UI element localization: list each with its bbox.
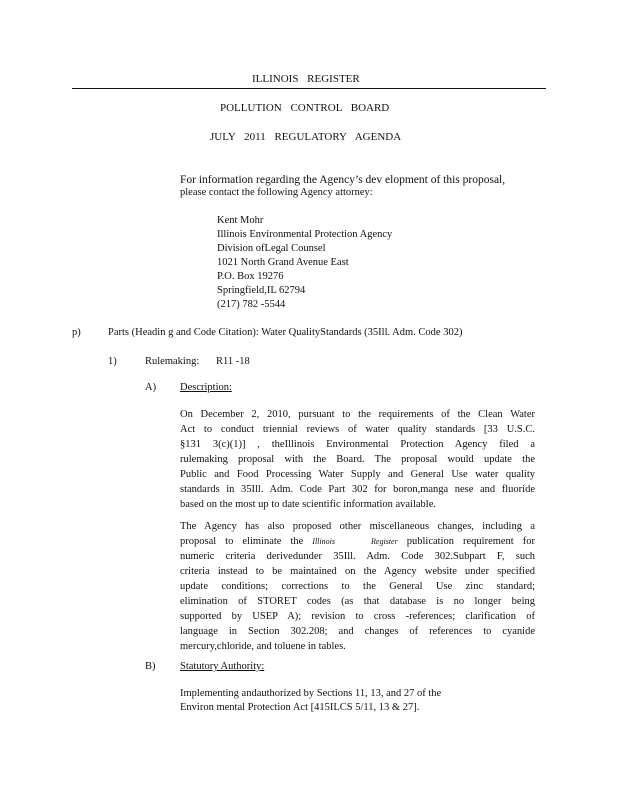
- paragraph-line: language in Section 302.208; and changes of references to cyanide: [180, 626, 535, 637]
- rulemaking-title: Rulemaking:: [145, 356, 200, 367]
- description-paragraph-1: [180, 407, 535, 512]
- paragraph-line: rulemaking proposal with the Board. The proposal would update the: [180, 454, 535, 465]
- paragraph-line: elimination of STORET codes (as that database is no longer being: [180, 596, 535, 607]
- paragraph-line: criteria instead to be maintained on the Agency website under specified: [180, 566, 535, 577]
- paragraph-line: mercury,chloride, and toluene in tables.: [180, 641, 346, 652]
- contact-po-box: P.O. Box 19276: [217, 271, 284, 282]
- paragraph-line: update conditions; corrections to the General Use zinc standard;: [180, 581, 535, 592]
- contact-intro-line-1: For information regarding the Agency’s dev elopment of this proposal,: [180, 174, 506, 186]
- italic-register: Register: [371, 537, 398, 546]
- contact-address-block: [217, 214, 392, 312]
- paragraph-line: numeric criteria derivedunder 35Ill. Adm. Code 302.Subpart F, such: [180, 551, 535, 562]
- paragraph-line: based on the most up to date scientific information available.: [180, 499, 437, 510]
- paragraph-line: On December 2, 2010, pursuant to the requirements of the Clean Water: [180, 409, 535, 420]
- header-board: POLLUTION CONTROL BOARD: [220, 102, 390, 114]
- item-a-label: A): [145, 382, 157, 393]
- item-1-label: 1): [108, 356, 117, 367]
- section-p-text: Parts (Headin g and Code Citation): Water QualityStandards (35Ill. Adm. Code 302): [108, 327, 463, 338]
- contact-intro-line-2: please contact the following Agency attorney:: [180, 187, 373, 198]
- paragraph-line: Implementing andauthorized by Sections 11, 13, and 27 of the: [180, 688, 442, 699]
- paragraph-line: The Agency has also proposed other miscellaneous changes, including a: [180, 521, 535, 532]
- paragraph-line: Act to conduct triennial reviews of water quality standards [33 U.S.C.: [180, 424, 535, 435]
- statutory-authority-text: [180, 687, 441, 715]
- contact-division: Division ofLegal Counsel: [217, 243, 326, 254]
- section-p-label: p): [72, 327, 81, 338]
- rulemaking-number: R11 -18: [216, 356, 250, 367]
- header-agenda: JULY 2011 REGULATORY AGENDA: [210, 131, 402, 143]
- header-rule: [72, 88, 546, 89]
- paragraph-line: Public and Food Processing Water Supply and General Use water quality: [180, 469, 535, 480]
- item-b-label: B): [145, 661, 156, 672]
- paragraph-line: Environ mental Protection Act [415ILCS 5/11, 13 & 27].: [180, 702, 420, 713]
- paragraph-line-with-italics: [180, 534, 535, 549]
- contact-agency: Illinois Environmental Protection Agency: [217, 229, 393, 240]
- paragraph-line: standards in 35Ill. Adm. Code Part 302 for boron,manga nese and fluoride: [180, 484, 535, 495]
- description-heading: Description:: [180, 382, 232, 393]
- contact-street: 1021 North Grand Avenue East: [217, 257, 349, 268]
- contact-name: Kent Mohr: [217, 215, 264, 226]
- paragraph-fragment: proposal to eliminate the: [180, 536, 313, 547]
- italic-illinois: Illinois: [312, 537, 335, 546]
- header-title: ILLINOIS REGISTER: [252, 73, 360, 85]
- paragraph-line: supported by USEP A); revision to cross -references; clarification of: [180, 611, 535, 622]
- paragraph-fragment: publication requirement for: [397, 536, 535, 547]
- paragraph-line: §131 3(c)(1)] , theIllinois Environmental Protection Agency filed a: [180, 439, 535, 450]
- description-paragraph-2: [180, 519, 535, 654]
- contact-phone: (217) 782 -5544: [217, 299, 286, 310]
- statutory-authority-heading: Statutory Authority:: [180, 661, 265, 672]
- contact-city: Springfield,IL 62794: [217, 285, 306, 296]
